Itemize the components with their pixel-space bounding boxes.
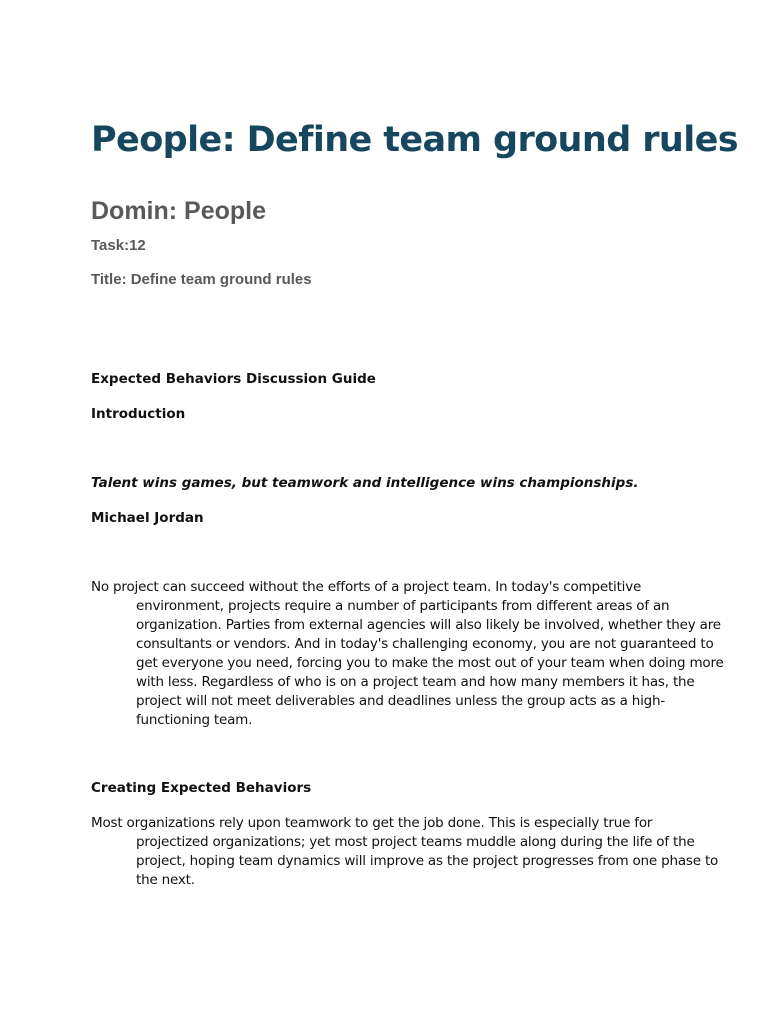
- quote-author: Michael Jordan: [91, 510, 204, 526]
- section-heading-introduction: Introduction: [91, 406, 186, 422]
- section-heading-creating: Creating Expected Behaviors: [91, 780, 312, 796]
- body-paragraph-1: No project can succeed without the efforts of a project team. In today's competitive environment, projects require a number of participants from different areas of an organization. Parties from external agencies will also likely be involved, whether they are consultants or vendors. And in today's challenging economy, you are not guaranteed to get everyone you need, forcing you to make the most out of your team when doing more with less. Regardless of who is on a project team and how many members it has, the project will not meet deliverables and deadlines unless the group acts as a high-functioning team.: [91, 579, 724, 728]
- body-paragraph-2: Most organizations rely upon teamwork to get the job done. This is especially true for projectized organizations; yet most project teams muddle along during the life of the project, hoping team dynamics will improve as the project progresses from one phase to the next.: [91, 815, 719, 888]
- document-title: People: Define team ground rules: [91, 120, 738, 160]
- domain-heading: Domin: People: [91, 197, 267, 225]
- section-heading-guide: Expected Behaviors Discussion Guide: [91, 371, 376, 387]
- task-line: Task:12: [91, 237, 146, 254]
- quote-text: Talent wins games, but teamwork and intelligence wins championships.: [91, 475, 639, 491]
- title-line: Title: Define team ground rules: [91, 271, 312, 288]
